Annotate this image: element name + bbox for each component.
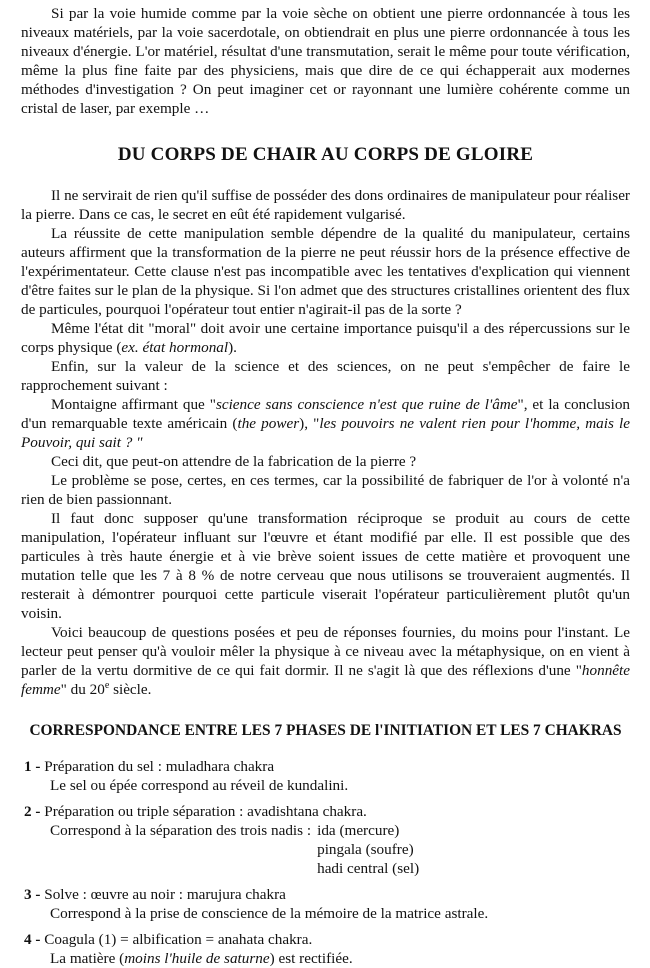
paragraph-9 bbox=[21, 623, 630, 699]
section-title-corps-de-gloire: DU CORPS DE CHAIR AU CORPS DE GLOIRE bbox=[117, 144, 534, 165]
superscript: e bbox=[104, 679, 110, 691]
item-number: 2 - bbox=[24, 803, 41, 820]
paragraph-4: Enfin, sur la valeur de la science et des sciences, on ne peut s'empêcher de faire le rapprochement suivant : bbox=[21, 358, 630, 394]
text-run: " du 20 bbox=[60, 681, 105, 698]
nadis-values bbox=[311, 821, 419, 878]
item-number: 3 - bbox=[24, 886, 41, 903]
italic-run: moins l'huile de saturne bbox=[124, 950, 270, 967]
list-item bbox=[21, 930, 630, 968]
item-heading: Préparation du sel : muladhara chakra bbox=[40, 758, 275, 775]
paragraph-1: Il ne servirait de rien qu'il suffise de posséder des dons ordinaires de manipulateur pour réaliser la pierre. Dans ce cas, le secret en eût été rapidement vulgarisé. bbox=[21, 187, 630, 223]
item-heading: Préparation ou triple séparation : avadishtana chakra. bbox=[40, 803, 367, 820]
list-item bbox=[21, 802, 630, 878]
text-run: Même l'état dit "moral" doit avoir une certaine importance puisqu'il a des répercussions sur le corps physique ( bbox=[21, 320, 630, 356]
paragraph-8: Il faut donc supposer qu'une transformation réciproque se produit au cours de cette manipulation, l'opérateur influant sur l'œuvre et étant modifié par elle. Il est possible que des particules à très haute énergie et à vie brève soient issues de cette matière et provoquent une mutation telle que les 7 à 8 % de notre cerveau que nous utilisons se trouveraient augmentés. Il resterait à démontrer pourquoi cette particule viserait l'opérateur particulièrement plutôt qu'un voisin. bbox=[21, 510, 630, 622]
paragraph-3 bbox=[21, 319, 630, 357]
section-title-correspondance: CORRESPONDANCE ENTRE LES 7 PHASES DE l'INITIATION ET LES 7 CHAKRAS bbox=[29, 722, 622, 739]
text-run: ), " bbox=[299, 415, 320, 432]
item-heading: Coagula (1) = albification = anahata chakra. bbox=[40, 931, 313, 948]
paragraph-6: Ceci dit, que peut-on attendre de la fabrication de la pierre ? bbox=[51, 453, 417, 470]
phases-list bbox=[21, 757, 630, 968]
item-description: Le sel ou épée correspond au réveil de kundalini. bbox=[50, 777, 349, 794]
item-description bbox=[21, 949, 630, 968]
item-heading: Solve : œuvre au noir : marujura chakra bbox=[40, 886, 286, 903]
italic-run: honnête femme bbox=[21, 662, 630, 698]
text-run: siècle. bbox=[109, 681, 152, 698]
text-run: La matière ( bbox=[50, 950, 125, 967]
item-number: 1 - bbox=[24, 758, 41, 775]
text-run: Montaigne affirmant que " bbox=[51, 396, 216, 413]
nadi-ida: ida (mercure) bbox=[317, 822, 400, 839]
intro-paragraph: Si par la voie humide comme par la voie sèche on obtient une pierre ordonnancée à tous les niveaux matériels, par la voie sacerdotale, on obtiendrait en plus une pierre ordonnancée à tous les niveaux d'énergie. L'or matériel, résultat d'une transmutation, serait le même pour toute vérification, même la plus fine faite par des physiciens, mais que dire de ce qui échapperait aux modernes méthodes d'investigation ? On peut imaginer cet or rayonnant une lumière cohérente comme un cristal de laser, par exemple … bbox=[21, 5, 630, 117]
nadi-pingala: pingala (soufre) bbox=[317, 841, 414, 858]
paragraph-2: La réussite de cette manipulation semble dépendre de la qualité du manipulateur, certains auteurs affirment que la transformation de la pierre ne peut réussir hors de la présence effective de l'expérimentateur. Cette clause n'est pas incompatible avec les tentatives d'explication qui viennent d'être faites sur le plan de la physique. Si l'on admet que des structures cristallines orientent des flux de particules, pourquoi l'opérateur tout entier n'agirait-il pas de la sorte ? bbox=[21, 225, 630, 318]
paragraph-7: Le problème se pose, certes, en ces termes, car la possibilité de fabriquer de l'or à volonté n'a rien de bien passionnant. bbox=[21, 472, 630, 508]
italic-quote-power: les pouvoirs ne valent rien pour l'homme, mais le Pouvoir, qui sait ? " bbox=[21, 415, 630, 451]
item-description: Correspond à la séparation des trois nadis : bbox=[50, 822, 312, 839]
item-number: 4 - bbox=[24, 931, 41, 948]
text-run: Voici beaucoup de questions posées et peu de réponses fournies, du moins pour l'instant. Le lecteur peut penser qu'à vouloir mêler la physique à ce niveau avec la métaphysique, on en vient à parler de la vertu dormitive de ce qui fait dormir. Il ne s'agit là que des réflexions d'une " bbox=[21, 624, 630, 679]
nadi-hadi: hadi central (sel) bbox=[317, 860, 420, 877]
list-item bbox=[21, 757, 630, 795]
text-run: ). bbox=[228, 339, 237, 356]
item-description: Correspond à la prise de conscience de la mémoire de la matrice astrale. bbox=[50, 905, 489, 922]
italic-title: the power bbox=[237, 415, 300, 432]
nadis-block bbox=[21, 821, 630, 878]
italic-run: ex. état hormonal bbox=[121, 339, 229, 356]
italic-quote-montaigne: science sans conscience n'est que ruine de l'âme bbox=[215, 396, 518, 413]
paragraph-5 bbox=[21, 395, 630, 452]
text-run: ", et la conclusion d'un remarquable texte américain ( bbox=[21, 396, 631, 432]
text-run: ) est rectifiée. bbox=[269, 950, 353, 967]
list-item bbox=[21, 885, 630, 923]
